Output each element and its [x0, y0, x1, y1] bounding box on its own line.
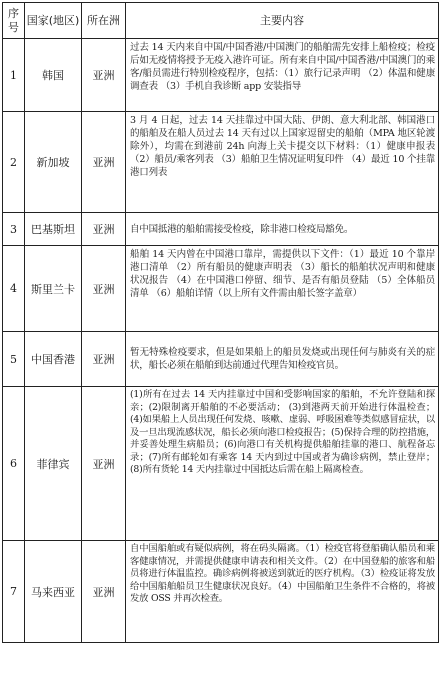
row-content: 自中国船舶或有疑似病例，将在码头隔离。（1）检疫官将登船确认船员和乘客健康情况，并需提供健康申请表和相关文件。（2）在中国登船的旅客和船员将进行体温监控。确诊病例将被送到就近的医疗机构。（3）检疫证将发放给中国船舶船员卫生健康状况良好。（4）中国船舶卫生条件不合格的，将被发放 OSS 并再次检查。 — [126, 541, 439, 643]
row-content: 船舶 14 天内曾在中国港口靠岸，需提供以下文件：（1）最近 10 个靠岸港口清单 （2）所有船员的健康声明表 （3）船长的船舶状况声明和健康状况报告 （4）在中国港口停留、细节、是否有船员登陆 （5）全体船员清单 （6）船舶详情（以上所有文件需由船长签字盖章） — [126, 246, 439, 332]
row-number: 1 — [3, 39, 25, 112]
row-content: (1)所有在过去 14 天内挂靠过中国和受影响国家的船舶，不允许登陆和探亲；(2)限制离开船舶的不必要活动； (3)到港两天前开始进行体温检查； (4)如果船上人员出现任何发烧、咳嗽、虚弱、呼吸困难等类似感冒症状，以及一旦出现流感状况，船长必须向港口检疫报告；(5)保持合理的防控措施，并妥善处理生病船员；(6)向港口有关机构提供船舶挂靠的港口、航程备忘录；(7)所有邮轮如有乘客 14 天内到过中国或者为确诊病例，禁止登岸； (8)所有货轮 14 天内挂靠过中国抵达后需在船上隔离检查。 — [126, 387, 439, 541]
row-content: 自中国抵港的船舶需接受检疫，除非港口检疫局豁免。 — [126, 213, 439, 246]
table-row — [3, 387, 439, 541]
table-row — [3, 112, 439, 213]
row-content: 暂无特殊检疫要求，但是如果船上的船员发烧或出现任何与肺炎有关的症状，船长必须在船舶到达前通过代理告知检疫官员。 — [126, 332, 439, 387]
header-continent: 所在洲 — [82, 3, 126, 39]
row-country: 中国香港 — [25, 332, 82, 387]
row-number: 4 — [3, 246, 25, 332]
header-no: 序号 — [3, 3, 25, 39]
row-content: 3 月 4 日起，过去 14 天挂靠过中国大陆、伊朗、意大利北部、韩国港口的船舶及在船人员过去 14 天有过以上国家逗留史的船舶（MPA 地区轮渡除外），均需在到港前 24h 向海上关卡提交以下材料：（1）健康申报表 （2）船员/乘客列表 （3）船舶卫生情况证明复印件 （4）最近 10 个挂靠港口列表 — [126, 112, 439, 213]
table-row — [3, 332, 439, 387]
row-continent: 亚洲 — [82, 332, 126, 387]
row-number: 6 — [3, 387, 25, 541]
header-content: 主要内容 — [126, 3, 439, 39]
row-country: 马来西亚 — [25, 541, 82, 643]
row-continent: 亚洲 — [82, 39, 126, 112]
row-country: 巴基斯坦 — [25, 213, 82, 246]
table-row — [3, 39, 439, 112]
header-country: 国家(地区) — [25, 3, 82, 39]
table-row — [3, 246, 439, 332]
row-number: 5 — [3, 332, 25, 387]
row-continent: 亚洲 — [82, 213, 126, 246]
row-content: 过去 14 天内来自中国/中国香港/中国澳门的船舶需先安排上船检疫；检疫后如无疫情将授予无疫入港许可证。所有来自中国/中国香港/中国澳门的乘客/船员需进行特别检疫程序，包括：（1）旅行记录声明 （2）体温和健康调查表 （3）手机自我诊断 app 安装指导 — [126, 39, 439, 112]
row-country: 韩国 — [25, 39, 82, 112]
row-continent: 亚洲 — [82, 246, 126, 332]
row-continent: 亚洲 — [82, 541, 126, 643]
row-country: 菲律宾 — [25, 387, 82, 541]
row-continent: 亚洲 — [82, 112, 126, 213]
row-number: 3 — [3, 213, 25, 246]
table-row — [3, 213, 439, 246]
row-number: 2 — [3, 112, 25, 213]
row-number: 7 — [3, 541, 25, 643]
table-row — [3, 541, 439, 643]
table-header-row — [3, 3, 439, 39]
quarantine-requirements-table — [2, 2, 439, 643]
row-country: 斯里兰卡 — [25, 246, 82, 332]
row-continent: 亚洲 — [82, 387, 126, 541]
quarantine-table-page — [2, 2, 438, 670]
row-country: 新加坡 — [25, 112, 82, 213]
